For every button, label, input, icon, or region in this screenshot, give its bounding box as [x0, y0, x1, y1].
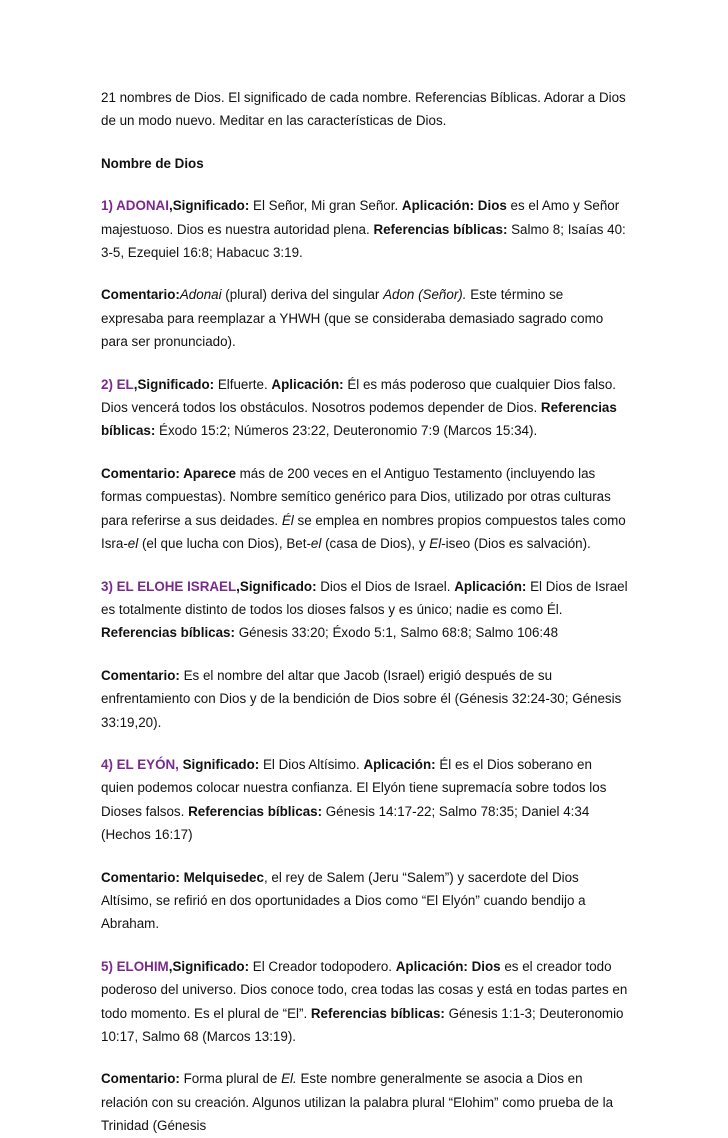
section-heading: Nombre de Dios [101, 155, 204, 171]
intro-paragraph: 21 nombres de Dios. El significado de cada nombre. Referencias Bíblicas. Adorar a Dios de un modo nuevo. Meditar en las características de Dios. [101, 90, 626, 129]
meaning-label: Significado: [137, 376, 215, 392]
application-label: Aplicación: [454, 578, 527, 594]
references-label: Referencias bíblicas: [101, 625, 235, 641]
entry-adonai: 1) ADONAI,Significado: El Señor, Mi gran Señor. Aplicación: Dios es el Amo y Señor majestuoso. Dios es nuestra autoridad plena. Referencias bíblicas: Salmo 8; Isaías 40: 3-5, Ezequiel 16:8; Habacuc 3:19. [101, 198, 626, 261]
application-label: Aplicación: Dios [401, 198, 507, 214]
meaning-label: Significado: [239, 578, 317, 594]
comment-el: Comentario: Aparece más de 200 veces en el Antiguo Testamento (incluyendo las formas compuestas). Nombre semítico genérico para Dios, utilizado por otras culturas para referirse a sus deidades. Él se emplea en nombres propios compuestos tales como Isra-el (el que lucha con Dios), Bet-el (casa de Dios), y El-iseo (Dios es salvación). [101, 465, 626, 552]
comment-label: Comentario: [101, 1071, 180, 1087]
comment-el-elohe-israel: Comentario: Es el nombre del altar que Jacob (Israel) erigió después de su enfrentamiento con Dios y de la bendición de Dios sobre él (Génesis 32:24-30; Génesis 33:19,20). [101, 667, 622, 730]
comment-adonai: Comentario:Adonai (plural) deriva del singular Adon (Señor). Este término se expresaba para reemplazar a YHWH (que se consideraba demasiado sagrado como para ser pronunciado). [101, 287, 604, 350]
comment-label: Comentario: Aparece [101, 465, 236, 481]
comment-label: Comentario: Melquisedec [101, 869, 264, 885]
references-label: Referencias bíblicas: [101, 400, 617, 439]
entry-title: 2) EL [101, 376, 134, 392]
meaning-label: Significado: [172, 958, 250, 974]
comment-label: Comentario: [101, 667, 180, 683]
application-label: Aplicación: Dios [395, 958, 501, 974]
entry-title: 1) ADONAI [101, 198, 169, 214]
meaning-label: Significado: [182, 756, 260, 772]
entry-elohim: 5) ELOHIM,Significado: El Creador todopodero. Aplicación: Dios es el creador todo poderoso del universo. Dios conoce todo, crea todas las cosas y está en todas partes en todo momento. Es el plural de “El”. Referencias bíblicas: Génesis 1:1-3; Deuteronomio 10:17, Salmo 68 (Marcos 13:19). [101, 958, 628, 1044]
entry-el: 2) EL,Significado: Elfuerte. Aplicación: Él es más poderoso que cualquier Dios falso. Dios vencerá todos los obstáculos. Nosotros podemos depender de Dios. Referencias bíblicas: Éxodo 15:2; Números 23:22, Deuteronomio 7:9 (Marcos 15:34). [101, 376, 617, 439]
entry-title: 3) EL ELOHE ISRAEL [101, 578, 237, 594]
comment-elohim: Comentario: Forma plural de El. Este nombre generalmente se asocia a Dios en relación con su creación. Algunos utilizan la palabra plural “Elohim” como prueba de la Trinidad (Génesis [101, 1071, 614, 1134]
entry-title: 5) ELOHIM [101, 958, 169, 974]
comment-el-elyon: Comentario: Melquisedec, el rey de Salem (Jeru “Salem”) y sacerdote del Dios Altísimo, se refirió en dos oportunidades a Dios como “El Elyón” cuando bendijo a Abraham. [101, 869, 586, 932]
entry-el-elyon: 4) EL EYÓN, Significado: El Dios Altísimo. Aplicación: Él es el Dios soberano en quien podemos colocar nuestra confianza. El Elyón tiene supremacía sobre todos los Dioses falsos. Referencias bíblicas: Génesis 14:17-22; Salmo 78:35; Daniel 4:34 (Hechos 16:17) [101, 756, 607, 843]
entry-title: 4) EL EYÓN, [101, 756, 179, 772]
application-label: Aplicación: [271, 376, 344, 392]
meaning-label: Significado: [172, 198, 250, 214]
application-label: Aplicación: [363, 756, 436, 772]
comment-label: Comentario: [101, 287, 180, 303]
references-label: Referencias bíblicas: [373, 221, 508, 237]
references-label: Referencias bíblicas: [188, 803, 323, 819]
references-label: Referencias bíblicas: [310, 1005, 445, 1021]
entry-el-elohe-israel: 3) EL ELOHE ISRAEL,Significado: Dios el Dios de Israel. Aplicación: El Dios de Israel es totalmente distinto de todos los dioses falsos y es único; nadie es como Él. Referencias bíblicas: Génesis 33:20; Éxodo 5:1, Salmo 68:8; Salmo 106:48 [101, 578, 628, 641]
